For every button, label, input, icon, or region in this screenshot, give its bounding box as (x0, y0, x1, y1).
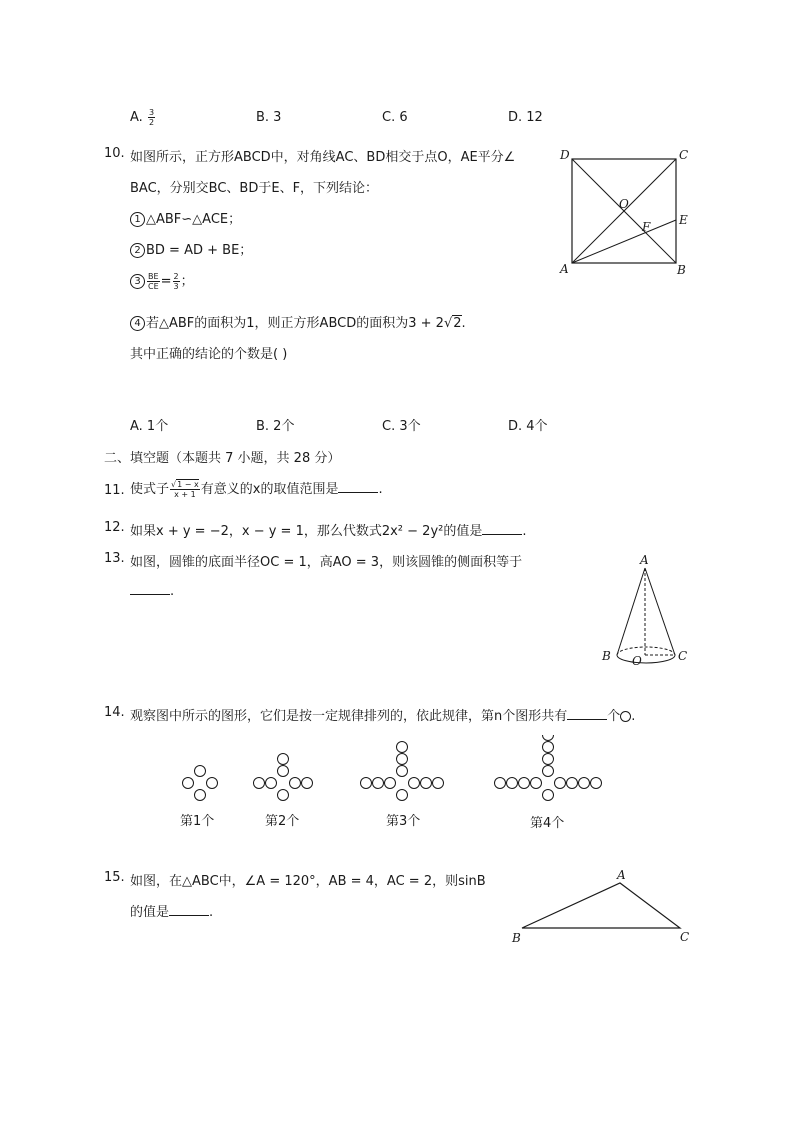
label-b: B (677, 263, 686, 277)
pattern-circle (543, 735, 554, 741)
q10-square-figure (555, 145, 700, 280)
answer-blank[interactable] (482, 522, 522, 535)
answer-blank[interactable] (338, 480, 378, 493)
q10-option-a: A. 1个 (130, 419, 169, 434)
circle-icon (620, 711, 631, 722)
q10-stem-line2: BAC，分别交BC、BD于E、F，下列结论： (130, 181, 379, 196)
pattern-circle (385, 778, 396, 789)
label-f: F (642, 220, 651, 234)
label-a: A (640, 553, 649, 567)
q9-option-b: B. 3 (256, 110, 282, 125)
label-c: C (678, 649, 688, 663)
label-b: B (512, 931, 521, 945)
segment-ae (572, 220, 676, 263)
q9-option-a: A. $\frac{3}{2}$ (130, 108, 155, 127)
label-b: B (602, 649, 611, 663)
q9-option-c: C. 6 (382, 110, 408, 125)
pattern-circle (409, 778, 420, 789)
pattern-circle (531, 778, 542, 789)
pattern-circle (397, 766, 408, 777)
pattern-caption-4: 第4个 (530, 816, 565, 831)
pattern-circle (433, 778, 444, 789)
pattern-circle (254, 778, 265, 789)
pattern-circle (278, 754, 289, 765)
pattern-circle (555, 778, 566, 789)
label-c: C (680, 930, 690, 944)
q10-conclusion-2: 2 BD = AD + BE； (130, 239, 252, 258)
pattern-circle (495, 778, 506, 789)
pattern-circle (373, 778, 384, 789)
section-title: 二、填空题（本题共 7 小题，共 28 分） (104, 451, 341, 466)
label-d: D (560, 148, 570, 162)
pattern-circle (543, 766, 554, 777)
cone-base-front (617, 655, 675, 663)
circled-number-2: 2 (130, 243, 145, 258)
q14-number: 14. (104, 705, 125, 720)
label-e: E (679, 213, 688, 227)
pattern-circle (579, 778, 590, 789)
pattern-circle (278, 790, 289, 801)
pattern-circle (397, 742, 408, 753)
q10-number: 10. (104, 146, 125, 161)
pattern-circle (302, 778, 313, 789)
q13-cone-figure (595, 550, 695, 672)
triangle-abc (522, 883, 680, 928)
q12-text: 如果x + y = −2，x − y = 1，那么代数式2x² − 2y²的值是 . (130, 524, 527, 539)
answer-blank[interactable] (567, 707, 607, 720)
q10-option-b: B. 2个 (256, 419, 295, 434)
pattern-circle (543, 754, 554, 765)
pattern-circle (543, 790, 554, 801)
q11-number: 11. (104, 483, 125, 498)
pattern-circle (266, 778, 277, 789)
q12-number: 12. (104, 520, 125, 535)
pattern-circle (290, 778, 301, 789)
pattern-circle (421, 778, 432, 789)
cone-slant-left (617, 568, 645, 655)
q9-option-d: D. 12 (508, 110, 543, 125)
pattern-circle (519, 778, 530, 789)
pattern-circle (567, 778, 578, 789)
label-a: A (617, 868, 626, 882)
answer-blank[interactable] (130, 582, 170, 595)
pattern-caption-2: 第2个 (265, 814, 300, 829)
q13-answer: . (130, 582, 174, 599)
q10-option-d: D. 4个 (508, 419, 548, 434)
pattern-circle (195, 766, 206, 777)
q15-text: 如图，在△ABC中，∠A = 120°，AB = 4，AC = 2，则sinB (130, 874, 486, 889)
q14-text: 观察图中所示的图形，它们是按一定规律排列的，依此规律，第n个图形共有 个 . (130, 709, 636, 724)
q15-triangle-figure (505, 865, 700, 950)
circled-number-3: 3 (130, 274, 145, 289)
q10-option-c: C. 3个 (382, 419, 421, 434)
q15-number: 15. (104, 870, 125, 885)
q10-conclusion-1: 1 △ABF∽△ACE； (130, 208, 241, 227)
pattern-circle (183, 778, 194, 789)
pattern-circle (397, 790, 408, 801)
q10-stem-line1: 如图所示，正方形ABCD中，对角线AC、BD相交于点O，AE平分∠ (130, 150, 516, 165)
circled-number-4: 4 (130, 316, 145, 331)
pattern-circle (397, 754, 408, 765)
q13-text: 如图，圆锥的底面半径OC = 1，高AO = 3，则该圆锥的侧面积等于 (130, 555, 523, 570)
label-o: O (619, 197, 629, 211)
pattern-circle (507, 778, 518, 789)
pattern-circle (278, 766, 289, 777)
label-o: O (632, 654, 642, 668)
label-c: C (679, 148, 689, 162)
answer-blank[interactable] (169, 903, 209, 916)
pattern-circle (207, 778, 218, 789)
q10-question: 其中正确的结论的个数是( ) (130, 347, 288, 362)
q13-number: 13. (104, 551, 125, 566)
circled-number-1: 1 (130, 212, 145, 227)
cone-slant-right (645, 568, 675, 655)
q10-conclusion-4: 4 若△ABF的面积为1，则正方形ABCD的面积为3 + 2√2. (130, 312, 466, 331)
pattern-circle (195, 790, 206, 801)
q15-line2: 的值是 . (130, 905, 214, 920)
pattern-circle (591, 778, 602, 789)
pattern-caption-1: 第1个 (180, 814, 215, 829)
pattern-caption-3: 第3个 (386, 814, 421, 829)
q10-conclusion-3: 3 $\frac{BE}{CE}$ = $\frac{2}{3}$ ； (130, 270, 194, 291)
cone-base-back (617, 647, 675, 655)
q11-text: 使式子 $\frac{√1 - x}{x + 1}$ 有意义的x的取值范围是 . (130, 480, 383, 499)
label-a: A (560, 262, 569, 276)
pattern-circle (361, 778, 372, 789)
pattern-circle (543, 742, 554, 753)
